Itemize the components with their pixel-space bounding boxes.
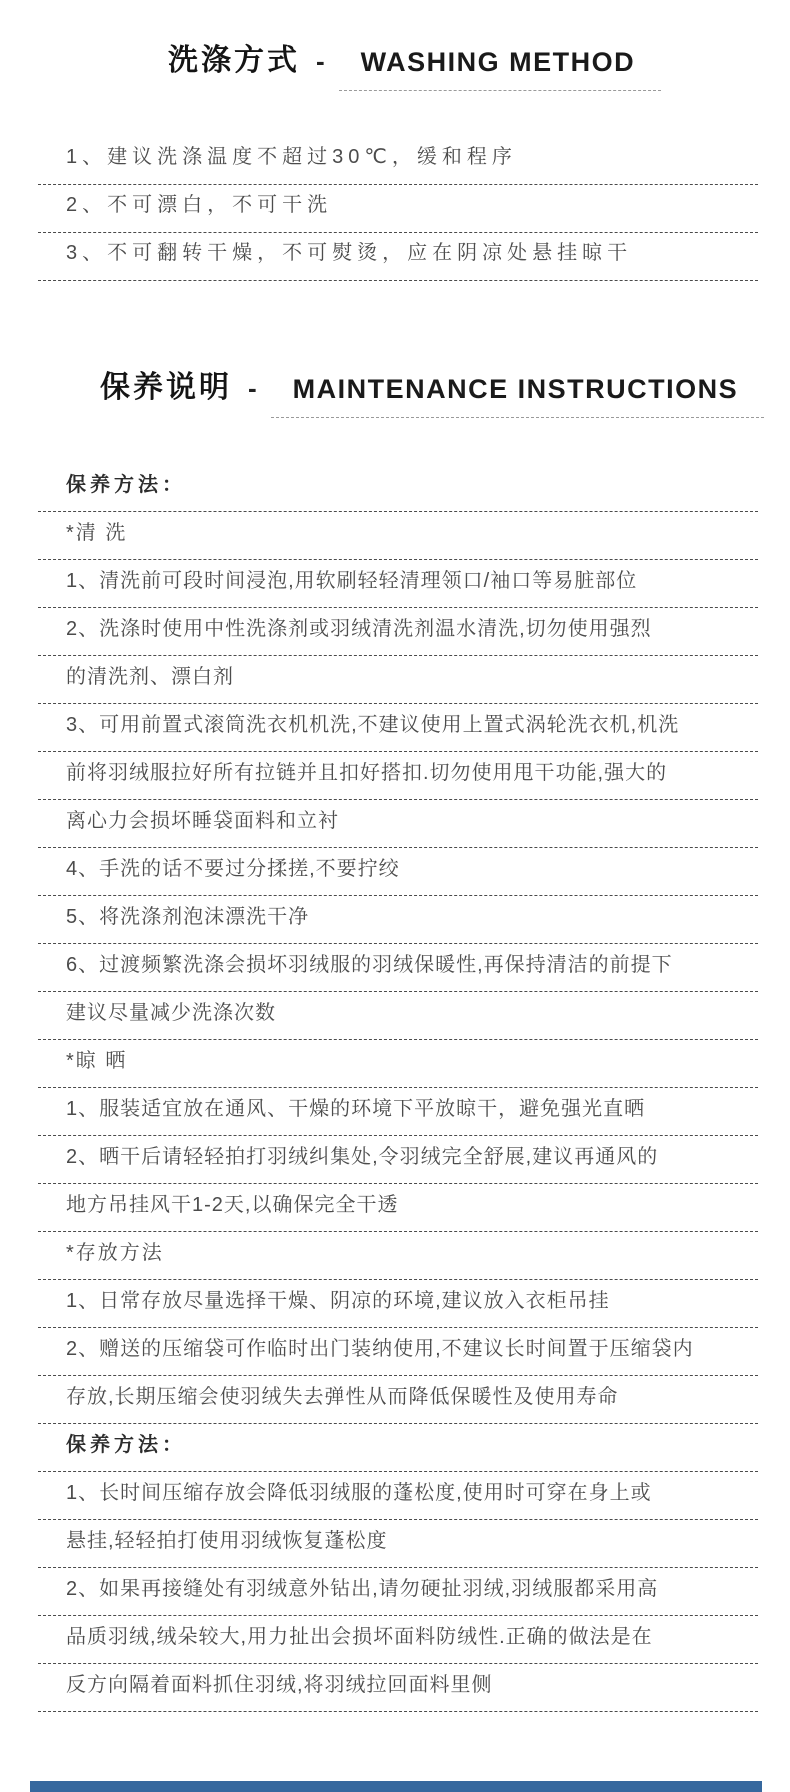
maintenance-item: 1、长时间压缩存放会降低羽绒服的蓬松度,使用时可穿在身上或 xyxy=(38,1472,758,1520)
maintenance-item: 2、晒干后请轻轻拍打羽绒纠集处,令羽绒完全舒展,建议再通风的 xyxy=(38,1136,758,1184)
maintenance-item: 1、日常存放尽量选择干燥、阴凉的环境,建议放入衣柜吊挂 xyxy=(38,1280,758,1328)
washing-title-zh: 洗涤方式 xyxy=(168,44,300,77)
maintenance-label: *清 洗 xyxy=(38,512,758,560)
maintenance-item: 2、如果再接缝处有羽绒意外钻出,请勿硬扯羽绒,羽绒服都采用高 xyxy=(38,1568,758,1616)
maintenance-item: 4、手洗的话不要过分揉搓,不要拧绞 xyxy=(38,848,758,896)
title-separator: - xyxy=(248,373,257,403)
maintenance-title-zh: 保养说明 xyxy=(100,371,232,404)
washing-method-section xyxy=(0,44,790,281)
maintenance-item: 建议尽量减少洗涤次数 xyxy=(38,992,758,1040)
washing-item: 1、建议洗涤温度不超过30℃，缓和程序 xyxy=(38,137,758,185)
maintenance-list xyxy=(38,464,758,1712)
maintenance-item: 1、清洗前可段时间浸泡,用软刷轻轻清理领口/袖口等易脏部位 xyxy=(38,560,758,608)
title-separator: - xyxy=(316,46,325,76)
maintenance-item: 的清洗剂、漂白剂 xyxy=(38,656,758,704)
maintenance-item: 存放,长期压缩会使羽绒失去弹性从而降低保暖性及使用寿命 xyxy=(38,1376,758,1424)
maintenance-header xyxy=(100,371,790,418)
washing-title-en: WASHING METHOD xyxy=(360,47,636,77)
maintenance-label: *存放方法 xyxy=(38,1232,758,1280)
maintenance-item: 1、服装适宜放在通风、干燥的环境下平放晾干，避免强光直晒 xyxy=(38,1088,758,1136)
maintenance-subheading: 保养方法： xyxy=(38,1424,758,1472)
maintenance-item: 悬挂,轻轻拍打使用羽绒恢复蓬松度 xyxy=(38,1520,758,1568)
maintenance-title-underline xyxy=(271,371,765,418)
washing-method-list xyxy=(38,137,758,281)
washing-method-header xyxy=(168,44,790,91)
maintenance-item: 2、洗涤时使用中性洗涤剂或羽绒清洗剂温水清洗,切勿使用强烈 xyxy=(38,608,758,656)
maintenance-subheading: 保养方法： xyxy=(38,464,758,512)
maintenance-section xyxy=(0,371,790,1712)
maintenance-item: 地方吊挂风干1-2天,以确保完全干透 xyxy=(38,1184,758,1232)
maintenance-item: 品质羽绒,绒朵较大,用力扯出会损坏面料防绒性.正确的做法是在 xyxy=(38,1616,758,1664)
care-instructions-page xyxy=(0,44,790,1792)
washing-item: 2、不可漂白，不可干洗 xyxy=(38,185,758,233)
washing-item: 3、不可翻转干燥，不可熨烫，应在阴凉处悬挂晾干 xyxy=(38,233,758,281)
maintenance-item: 5、将洗涤剂泡沫漂洗干净 xyxy=(38,896,758,944)
maintenance-title-en: MAINTENANCE INSTRUCTIONS xyxy=(292,374,739,404)
maintenance-item: 离心力会损坏睡袋面料和立衬 xyxy=(38,800,758,848)
maintenance-item: 2、赠送的压缩袋可作临时出门装纳使用,不建议长时间置于压缩袋内 xyxy=(38,1328,758,1376)
maintenance-item: 前将羽绒服拉好所有拉链并且扣好搭扣.切勿使用甩干功能,强大的 xyxy=(38,752,758,800)
maintenance-label: *晾 晒 xyxy=(38,1040,758,1088)
bottom-accent-bar xyxy=(30,1781,762,1792)
maintenance-item: 3、可用前置式滚筒洗衣机机洗,不建议使用上置式涡轮洗衣机,机洗 xyxy=(38,704,758,752)
maintenance-item: 6、过渡频繁洗涤会损坏羽绒服的羽绒保暖性,再保持清洁的前提下 xyxy=(38,944,758,992)
maintenance-item: 反方向隔着面料抓住羽绒,将羽绒拉回面料里侧 xyxy=(38,1664,758,1712)
washing-title-underline xyxy=(339,44,662,91)
